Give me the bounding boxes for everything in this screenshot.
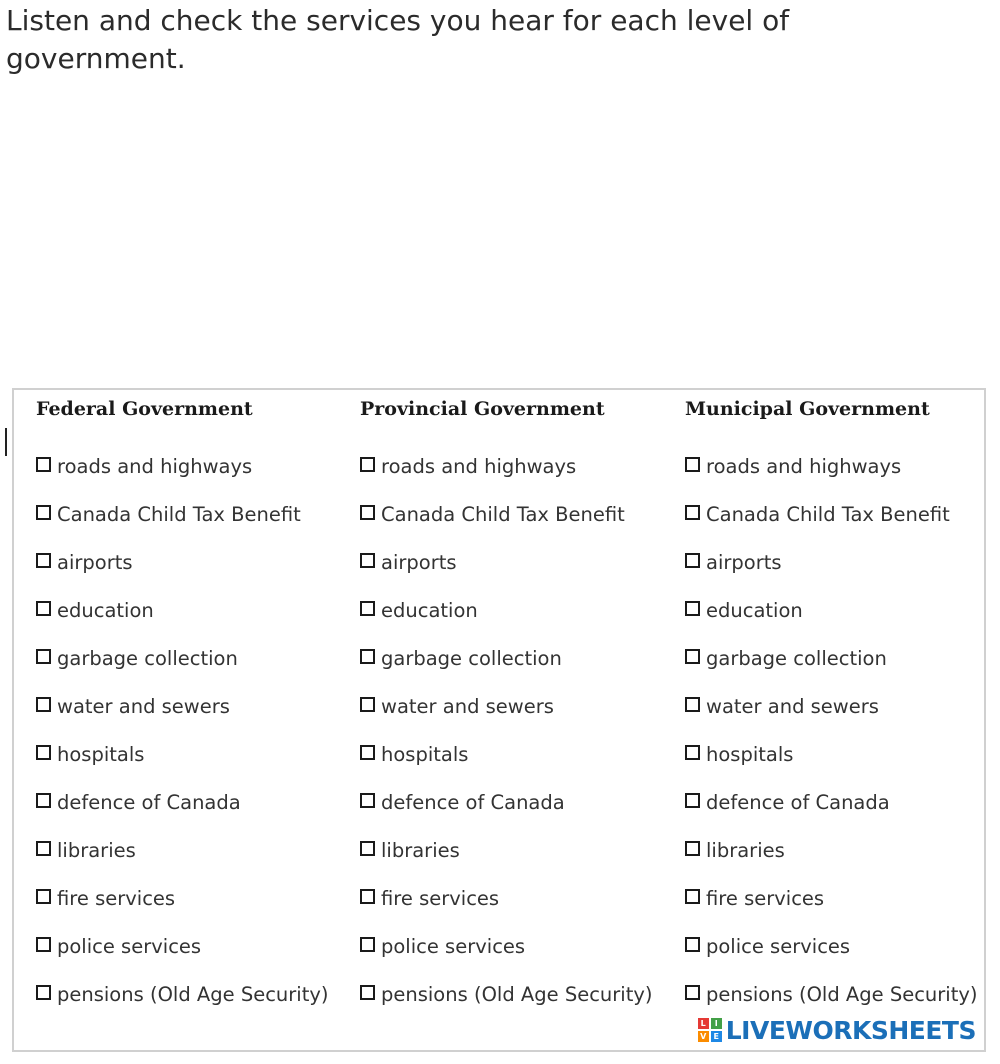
service-checkbox-item[interactable]	[36, 742, 336, 767]
checkbox-icon[interactable]	[360, 793, 375, 808]
checkbox-icon[interactable]	[685, 697, 700, 712]
service-label: education	[57, 599, 154, 622]
service-label: airports	[381, 551, 457, 574]
checkbox-icon[interactable]	[360, 745, 375, 760]
checkbox-icon[interactable]	[685, 649, 700, 664]
service-checkbox-item[interactable]	[36, 550, 336, 575]
logo-text: LIVEWORKSHEETS	[725, 1015, 976, 1045]
logo-mark-icon	[698, 1018, 722, 1042]
checkbox-icon[interactable]	[685, 889, 700, 904]
checkbox-icon[interactable]	[36, 985, 51, 1000]
service-label: Canada Child Tax Benefit	[57, 503, 301, 526]
service-label: education	[381, 599, 478, 622]
service-checkbox-item[interactable]	[360, 934, 660, 959]
service-label: libraries	[381, 839, 460, 862]
service-checkbox-item[interactable]	[685, 502, 985, 527]
service-label: police services	[706, 935, 851, 958]
service-checkbox-item[interactable]	[685, 742, 985, 767]
service-label: garbage collection	[381, 647, 562, 670]
service-checkbox-item[interactable]	[360, 886, 660, 911]
municipal-heading: Municipal Government	[685, 398, 930, 420]
service-checkbox-item[interactable]	[685, 838, 985, 863]
service-checkbox-item[interactable]	[36, 502, 336, 527]
checkbox-icon[interactable]	[36, 841, 51, 856]
checkbox-icon[interactable]	[360, 937, 375, 952]
service-checkbox-item[interactable]	[685, 886, 985, 911]
service-label: water and sewers	[57, 695, 230, 718]
service-label: hospitals	[706, 743, 794, 766]
federal-heading: Federal Government	[36, 398, 253, 420]
service-checkbox-item[interactable]	[36, 886, 336, 911]
service-label: water and sewers	[706, 695, 879, 718]
logo-mark-letter: V	[698, 1031, 709, 1042]
service-checkbox-item[interactable]	[36, 646, 336, 671]
service-label: hospitals	[57, 743, 145, 766]
service-checkbox-item[interactable]	[36, 982, 336, 1007]
service-label: roads and highways	[57, 455, 253, 478]
liveworksheets-logo	[698, 1016, 976, 1044]
instructions-text: Listen and check the services you hear for each level of government.	[6, 4, 790, 75]
checkbox-icon[interactable]	[36, 889, 51, 904]
checkbox-icon[interactable]	[360, 889, 375, 904]
service-label: police services	[381, 935, 526, 958]
checkbox-icon[interactable]	[360, 649, 375, 664]
service-checkbox-item[interactable]	[685, 598, 985, 623]
service-label: garbage collection	[706, 647, 887, 670]
checkbox-icon[interactable]	[36, 793, 51, 808]
logo-mark-letter: I	[711, 1018, 722, 1029]
text-cursor	[5, 428, 7, 456]
service-label: garbage collection	[57, 647, 238, 670]
checkbox-icon[interactable]	[685, 601, 700, 616]
service-label: roads and highways	[706, 455, 902, 478]
service-checkbox-item[interactable]	[360, 454, 660, 479]
service-label: fire services	[381, 887, 500, 910]
checkbox-icon[interactable]	[36, 649, 51, 664]
service-checkbox-item[interactable]	[36, 454, 336, 479]
service-label: airports	[706, 551, 782, 574]
service-label: defence of Canada	[706, 791, 890, 814]
checkbox-icon[interactable]	[360, 553, 375, 568]
checkbox-icon[interactable]	[685, 937, 700, 952]
service-checkbox-item[interactable]	[36, 790, 336, 815]
checkbox-icon[interactable]	[685, 553, 700, 568]
service-checkbox-item[interactable]	[360, 790, 660, 815]
worksheet-table	[12, 388, 986, 1052]
service-label: water and sewers	[381, 695, 554, 718]
service-label: hospitals	[381, 743, 469, 766]
checkbox-icon[interactable]	[685, 745, 700, 760]
service-checkbox-item[interactable]	[685, 694, 985, 719]
checkbox-icon[interactable]	[36, 745, 51, 760]
provincial-heading: Provincial Government	[360, 398, 605, 420]
checkbox-icon[interactable]	[685, 985, 700, 1000]
service-checkbox-item[interactable]	[360, 838, 660, 863]
logo-mark-letter: E	[711, 1031, 722, 1042]
service-label: defence of Canada	[381, 791, 565, 814]
service-checkbox-item[interactable]	[685, 934, 985, 959]
service-label: airports	[57, 551, 133, 574]
service-checkbox-item[interactable]	[360, 598, 660, 623]
service-label: pensions (Old Age Security)	[706, 983, 978, 1006]
service-label: fire services	[706, 887, 825, 910]
service-checkbox-item[interactable]	[360, 646, 660, 671]
checkbox-icon[interactable]	[360, 985, 375, 1000]
service-label: defence of Canada	[57, 791, 241, 814]
checkbox-icon[interactable]	[360, 841, 375, 856]
logo-mark-letter: L	[698, 1018, 709, 1029]
checkbox-icon[interactable]	[36, 505, 51, 520]
checkbox-icon[interactable]	[36, 457, 51, 472]
service-label: roads and highways	[381, 455, 577, 478]
service-checkbox-item[interactable]	[36, 598, 336, 623]
service-checkbox-item[interactable]	[360, 550, 660, 575]
service-label: libraries	[706, 839, 785, 862]
checkbox-icon[interactable]	[685, 841, 700, 856]
service-label: Canada Child Tax Benefit	[381, 503, 625, 526]
service-checkbox-item[interactable]	[360, 502, 660, 527]
service-label: police services	[57, 935, 202, 958]
checkbox-icon[interactable]	[685, 457, 700, 472]
checkbox-icon[interactable]	[685, 793, 700, 808]
service-label: Canada Child Tax Benefit	[706, 503, 950, 526]
checkbox-icon[interactable]	[36, 553, 51, 568]
checkbox-icon[interactable]	[685, 505, 700, 520]
service-label: pensions (Old Age Security)	[381, 983, 653, 1006]
service-checkbox-item[interactable]	[685, 982, 985, 1007]
checkbox-icon[interactable]	[36, 697, 51, 712]
service-checkbox-item[interactable]	[360, 694, 660, 719]
service-checkbox-item[interactable]	[36, 694, 336, 719]
checkbox-icon[interactable]	[360, 457, 375, 472]
service-label: fire services	[57, 887, 176, 910]
checkbox-icon[interactable]	[360, 697, 375, 712]
service-checkbox-item[interactable]	[685, 646, 985, 671]
service-label: pensions (Old Age Security)	[57, 983, 329, 1006]
service-checkbox-item[interactable]	[685, 790, 985, 815]
service-checkbox-item[interactable]	[685, 454, 985, 479]
checkbox-icon[interactable]	[36, 601, 51, 616]
service-checkbox-item[interactable]	[360, 742, 660, 767]
checkbox-icon[interactable]	[36, 937, 51, 952]
service-label: libraries	[57, 839, 136, 862]
checkbox-icon[interactable]	[360, 601, 375, 616]
service-checkbox-item[interactable]	[36, 934, 336, 959]
checkbox-icon[interactable]	[360, 505, 375, 520]
service-label: education	[706, 599, 803, 622]
service-checkbox-item[interactable]	[360, 982, 660, 1007]
service-checkbox-item[interactable]	[36, 838, 336, 863]
service-checkbox-item[interactable]	[685, 550, 985, 575]
